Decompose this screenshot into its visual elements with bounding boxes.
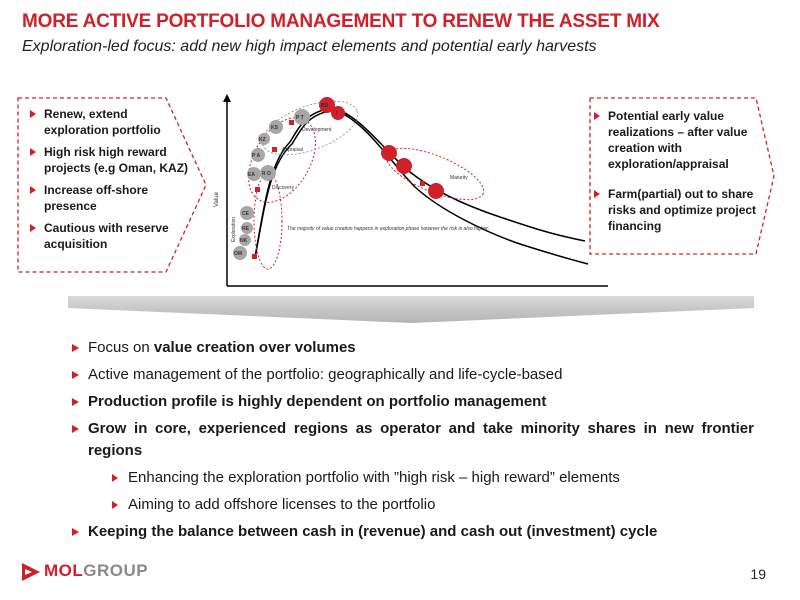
bullet-arrow-icon bbox=[112, 501, 118, 509]
bubble-label: P T bbox=[296, 115, 304, 121]
logo-text: MOLGROUP bbox=[44, 561, 149, 580]
bubble-label: EA bbox=[248, 172, 255, 178]
value-curve-lower bbox=[255, 110, 588, 264]
bullet-arrow-icon bbox=[594, 190, 600, 198]
lifecycle-diagram bbox=[210, 92, 610, 292]
bullet-arrow-icon bbox=[594, 112, 600, 120]
bubble bbox=[428, 183, 444, 199]
maturity-ellipse bbox=[380, 138, 490, 210]
marker bbox=[255, 187, 260, 192]
bubble-label: BD bbox=[321, 103, 329, 109]
left-callout-item: Renew, extend exploration portfolio bbox=[30, 106, 190, 138]
bubble-label: CE bbox=[242, 211, 249, 217]
phase-label-development: Development bbox=[302, 127, 332, 133]
slide-title: MORE ACTIVE PORTFOLIO MANAGEMENT TO RENEW THE ASSET MIX bbox=[22, 11, 660, 32]
main-bullet: Keeping the balance between cash in (revenue) and cash out (investment) cycle bbox=[72, 521, 754, 543]
right-callout-list bbox=[594, 108, 764, 248]
bubble-label: R O bbox=[262, 171, 271, 177]
right-callout-item: Farm(partial) out to share risks and optimize project financing bbox=[594, 186, 764, 234]
discovery-ellipse bbox=[235, 106, 329, 214]
bubble-label: NK bbox=[240, 238, 248, 244]
bubble-label: OM bbox=[234, 251, 243, 257]
bullet-arrow-icon bbox=[30, 110, 36, 118]
main-bullet: Active management of the portfolio: geographically and life-cycle-based bbox=[72, 364, 754, 386]
bubble-label: KS bbox=[271, 125, 278, 131]
left-callout-item: High risk high reward projects (e.g Oman, KAZ) bbox=[30, 144, 190, 176]
phase-label-exploration: Exploration bbox=[231, 216, 237, 242]
marker bbox=[420, 181, 425, 186]
bubble bbox=[331, 106, 345, 120]
bubble-label: P A bbox=[252, 153, 261, 159]
right-callout-box bbox=[580, 96, 776, 256]
y-axis-label: Value bbox=[214, 192, 220, 207]
bullet-arrow-icon bbox=[30, 186, 36, 194]
section-divider bbox=[68, 296, 754, 324]
bullet-arrow-icon bbox=[72, 371, 79, 379]
slide-subtitle: Exploration-led focus: add new high impact elements and potential early harvests bbox=[22, 38, 597, 55]
bubble-label: I bbox=[336, 111, 338, 117]
y-axis-arrow-icon bbox=[223, 94, 231, 102]
main-bullet: Focus on value creation over volumes bbox=[72, 337, 754, 359]
marker bbox=[272, 147, 277, 152]
left-callout-box bbox=[16, 96, 209, 274]
bullet-arrow-icon bbox=[72, 344, 79, 352]
main-bullet-list bbox=[72, 337, 754, 548]
bubble bbox=[381, 145, 397, 161]
diagram-note: The majority of value creation happens in exploration phase however the risk is also higher. bbox=[287, 226, 490, 232]
right-callout-item: Potential early value realizations – after value creation with exploration/appraisal bbox=[594, 108, 764, 172]
bullet-arrow-icon bbox=[72, 425, 79, 433]
left-callout-list bbox=[30, 106, 190, 258]
left-callout-item: Cautious with reserve acquisition bbox=[30, 220, 190, 252]
sub-bullet: Aiming to add offshore licenses to the portfolio bbox=[112, 494, 754, 516]
phase-label-appraisal: Appraisal bbox=[282, 147, 303, 153]
bullet-arrow-icon bbox=[72, 528, 79, 536]
marker bbox=[252, 254, 257, 259]
bubbles bbox=[233, 97, 444, 260]
bullet-arrow-icon bbox=[30, 148, 36, 156]
bullet-arrow-icon bbox=[72, 398, 79, 406]
phase-label-discovery: Discovery bbox=[272, 185, 294, 191]
bubble bbox=[396, 158, 412, 174]
page-number: 19 bbox=[750, 566, 766, 582]
bullet-arrow-icon bbox=[30, 224, 36, 232]
bullet-arrow-icon bbox=[112, 474, 118, 482]
lifecycle-diagram-svg bbox=[210, 92, 610, 292]
bubble-label: RE bbox=[242, 226, 249, 232]
main-bullet: Production profile is highly dependent on portfolio management bbox=[72, 391, 754, 413]
sub-bullet: Enhancing the exploration portfolio with ”high risk – high reward” elements bbox=[112, 467, 754, 489]
left-callout-item: Increase off-shore presence bbox=[30, 182, 190, 214]
marker bbox=[289, 120, 294, 125]
bubble-label: KZ bbox=[259, 137, 266, 143]
mol-logo-icon bbox=[22, 563, 40, 581]
phase-label-maturity: Maturity bbox=[450, 175, 468, 181]
main-bullet: Grow in core, experienced regions as operator and take minority shares in new frontier regions bbox=[72, 418, 754, 462]
